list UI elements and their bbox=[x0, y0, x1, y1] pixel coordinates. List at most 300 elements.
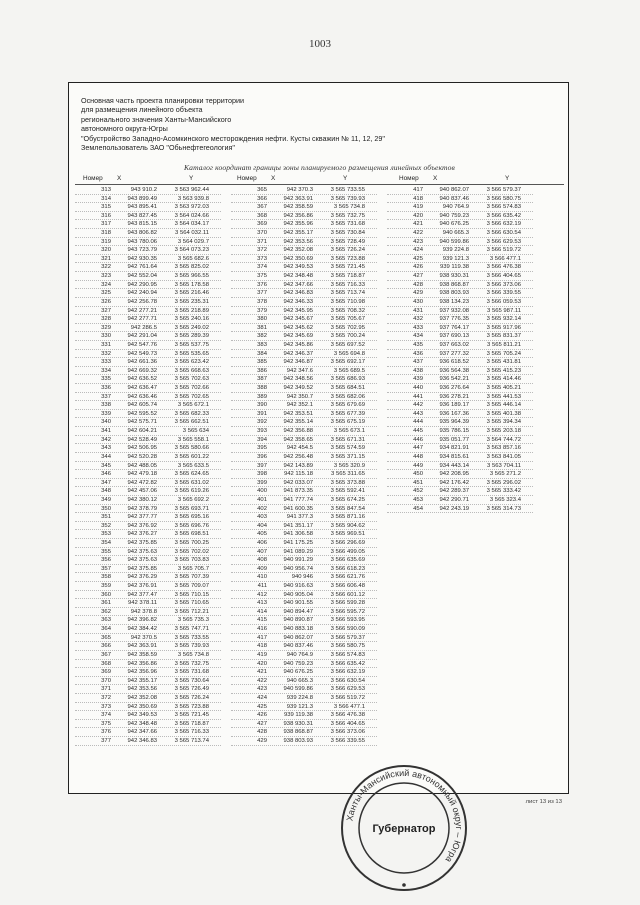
point-number: 390 bbox=[257, 402, 267, 409]
x-coordinate: 943 827.45 bbox=[127, 212, 157, 219]
x-coordinate: 942 457.06 bbox=[127, 488, 157, 495]
table-row bbox=[231, 195, 377, 204]
y-coordinate: 3 565 673.1 bbox=[333, 428, 365, 435]
table-row bbox=[75, 315, 221, 324]
table-row bbox=[75, 229, 221, 238]
row-divider bbox=[75, 745, 221, 746]
x-coordinate: 942 208.95 bbox=[439, 471, 469, 478]
y-coordinate: 3 565 689.5 bbox=[333, 367, 365, 374]
table-row bbox=[231, 315, 377, 324]
x-coordinate: 942 256.48 bbox=[283, 453, 313, 460]
point-number: 370 bbox=[257, 230, 267, 237]
point-number: 337 bbox=[101, 393, 111, 400]
x-coordinate: 943 780.06 bbox=[127, 238, 157, 245]
y-coordinate: 3 565 702.63 bbox=[174, 376, 209, 383]
y-coordinate: 3 565 696.76 bbox=[174, 522, 209, 529]
table-row bbox=[75, 393, 221, 402]
y-coordinate: 3 565 693.71 bbox=[174, 505, 209, 512]
y-coordinate: 3 565 733.55 bbox=[174, 634, 209, 641]
point-number: 356 bbox=[101, 557, 111, 564]
point-number: 448 bbox=[413, 453, 423, 460]
table-row bbox=[387, 427, 533, 436]
header-line: автономного округа-Югры bbox=[81, 124, 168, 134]
y-coordinate: 3 565 446.14 bbox=[486, 402, 521, 409]
column-header-group-3 bbox=[391, 175, 551, 184]
point-number: 366 bbox=[257, 195, 267, 202]
y-coordinate: 3 565 558.1 bbox=[177, 436, 209, 443]
x-coordinate: 936 542.21 bbox=[439, 376, 469, 383]
x-coordinate: 942 356.86 bbox=[127, 660, 157, 667]
table-row bbox=[231, 281, 377, 290]
point-number: 414 bbox=[257, 608, 267, 615]
point-number: 366 bbox=[101, 643, 111, 650]
table-row bbox=[75, 599, 221, 608]
x-coordinate: 942 355.96 bbox=[283, 221, 313, 228]
x-coordinate: 942 345.95 bbox=[283, 307, 313, 314]
y-coordinate: 3 565 178.58 bbox=[174, 281, 209, 288]
y-coordinate: 3 565 289.39 bbox=[174, 333, 209, 340]
point-number: 408 bbox=[257, 557, 267, 564]
y-coordinate: 3 565 702.65 bbox=[174, 393, 209, 400]
point-number: 383 bbox=[257, 341, 267, 348]
x-coordinate: 937 690.13 bbox=[439, 333, 469, 340]
table-row bbox=[387, 436, 533, 445]
table-row bbox=[231, 384, 377, 393]
y-coordinate: 3 565 592.41 bbox=[330, 488, 365, 495]
table-row bbox=[75, 367, 221, 376]
point-number: 439 bbox=[413, 376, 423, 383]
point-number: 430 bbox=[413, 298, 423, 305]
table-row bbox=[387, 410, 533, 419]
table-row bbox=[231, 737, 377, 746]
x-coordinate: 942 375.85 bbox=[127, 565, 157, 572]
y-coordinate: 3 565 739.93 bbox=[174, 643, 209, 650]
table-row bbox=[231, 668, 377, 677]
x-coordinate: 940 764.9 bbox=[442, 204, 469, 211]
y-coordinate: 3 565 671.31 bbox=[330, 436, 365, 443]
x-coordinate: 942 370.3 bbox=[286, 187, 313, 193]
table-row bbox=[387, 229, 533, 238]
point-number: 368 bbox=[257, 212, 267, 219]
y-coordinate: 3 566 630.54 bbox=[486, 230, 521, 237]
y-coordinate: 3 565 333.42 bbox=[486, 488, 521, 495]
x-coordinate: 935 051.77 bbox=[439, 436, 469, 443]
point-number: 447 bbox=[413, 445, 423, 452]
y-coordinate: 3 566 499.05 bbox=[330, 548, 365, 555]
table-row bbox=[231, 367, 377, 376]
y-coordinate: 3 565 705.7 bbox=[177, 565, 209, 572]
table-row bbox=[387, 470, 533, 479]
table-row bbox=[75, 281, 221, 290]
point-number: 380 bbox=[257, 316, 267, 323]
document-header bbox=[81, 96, 385, 152]
x-coordinate: 942 375.85 bbox=[127, 539, 157, 546]
point-number: 404 bbox=[257, 522, 267, 529]
point-number: 343 bbox=[101, 445, 111, 452]
point-number: 422 bbox=[413, 230, 423, 237]
x-coordinate: 935 964.39 bbox=[439, 419, 469, 426]
table-row bbox=[75, 513, 221, 522]
y-coordinate: 3 563 972.03 bbox=[174, 204, 209, 211]
y-coordinate: 3 565 871.16 bbox=[330, 514, 365, 521]
point-number: 423 bbox=[257, 686, 267, 693]
point-number: 396 bbox=[257, 453, 267, 460]
x-coordinate: 942 346.83 bbox=[283, 290, 313, 297]
x-coordinate: 941 873.35 bbox=[283, 488, 313, 495]
point-number: 427 bbox=[413, 273, 423, 280]
point-number: 345 bbox=[101, 462, 111, 469]
x-coordinate: 935 786.15 bbox=[439, 428, 469, 435]
table-row bbox=[231, 530, 377, 539]
point-number: 346 bbox=[101, 471, 111, 478]
x-coordinate: 942 930.35 bbox=[127, 255, 157, 262]
x-coordinate: 940 956.74 bbox=[283, 565, 313, 572]
x-coordinate: 942 479.18 bbox=[127, 471, 157, 478]
table-row bbox=[75, 324, 221, 333]
table-row bbox=[387, 263, 533, 272]
table-row bbox=[75, 694, 221, 703]
table-row bbox=[387, 444, 533, 453]
table-row bbox=[75, 195, 221, 204]
y-coordinate: 3 565 601.22 bbox=[174, 453, 209, 460]
x-coordinate: 940 599.86 bbox=[439, 238, 469, 245]
point-number: 402 bbox=[257, 505, 267, 512]
x-coordinate: 942 348.56 bbox=[283, 376, 313, 383]
x-coordinate: 942 520.28 bbox=[127, 453, 157, 460]
table-row bbox=[75, 375, 221, 384]
table-row bbox=[231, 246, 377, 255]
table-row bbox=[387, 453, 533, 462]
table-row bbox=[75, 668, 221, 677]
x-coordinate: 943 899.49 bbox=[127, 195, 157, 202]
y-coordinate: 3 565 716.33 bbox=[330, 281, 365, 288]
table-row bbox=[75, 289, 221, 298]
table-row bbox=[75, 608, 221, 617]
table-row bbox=[231, 660, 377, 669]
x-coordinate: 934 815.61 bbox=[439, 453, 469, 460]
column-header-group-1 bbox=[75, 175, 235, 184]
table-row bbox=[387, 255, 533, 264]
table-row bbox=[387, 479, 533, 488]
point-number: 331 bbox=[101, 341, 111, 348]
y-coordinate: 3 565 218.89 bbox=[174, 307, 209, 314]
table-row bbox=[387, 487, 533, 496]
y-coordinate: 3 566 629.53 bbox=[486, 238, 521, 245]
table-row bbox=[75, 556, 221, 565]
table-row bbox=[75, 660, 221, 669]
y-coordinate: 3 566 599.28 bbox=[330, 600, 365, 607]
x-coordinate: 942 595.52 bbox=[127, 410, 157, 417]
table-row bbox=[387, 186, 533, 195]
table-row bbox=[75, 711, 221, 720]
point-number: 373 bbox=[101, 703, 111, 710]
table-row bbox=[231, 608, 377, 617]
point-number: 369 bbox=[257, 221, 267, 228]
table-row bbox=[75, 642, 221, 651]
governor-stamp bbox=[338, 762, 470, 894]
table-row bbox=[387, 289, 533, 298]
x-coordinate: 942 669.32 bbox=[127, 367, 157, 374]
x-coordinate: 940 862.07 bbox=[439, 187, 469, 193]
table-row bbox=[75, 703, 221, 712]
table-row bbox=[387, 238, 533, 247]
y-coordinate: 3 565 692.17 bbox=[330, 359, 365, 366]
x-coordinate: 940 759.23 bbox=[283, 660, 313, 667]
point-number: 342 bbox=[101, 436, 111, 443]
x-coordinate: 942 353.51 bbox=[283, 410, 313, 417]
point-number: 374 bbox=[101, 712, 111, 719]
x-coordinate: 934 821.91 bbox=[439, 445, 469, 452]
y-coordinate: 3 565 739.93 bbox=[330, 195, 365, 202]
y-coordinate: 3 566 574.83 bbox=[330, 651, 365, 658]
x-coordinate: 941 175.25 bbox=[283, 539, 313, 546]
column-header-y: Y bbox=[343, 175, 348, 182]
y-coordinate: 3 566 477.1 bbox=[333, 703, 365, 710]
x-coordinate: 942 290.95 bbox=[127, 281, 157, 288]
point-number: 397 bbox=[257, 462, 267, 469]
table-row bbox=[231, 522, 377, 531]
table-row bbox=[75, 530, 221, 539]
y-coordinate: 3 565 677.39 bbox=[330, 410, 365, 417]
point-number: 364 bbox=[101, 626, 111, 633]
y-coordinate: 3 565 710.15 bbox=[174, 591, 209, 598]
y-coordinate: 3 565 731.68 bbox=[330, 221, 365, 228]
table-row bbox=[231, 186, 377, 195]
y-coordinate: 3 565 847.54 bbox=[330, 505, 365, 512]
y-coordinate: 3 565 441.53 bbox=[486, 393, 521, 400]
x-coordinate: 942 176.42 bbox=[439, 479, 469, 486]
table-row bbox=[75, 220, 221, 229]
point-number: 352 bbox=[101, 522, 111, 529]
point-number: 435 bbox=[413, 341, 423, 348]
x-coordinate: 938 803.93 bbox=[283, 738, 313, 744]
table-row bbox=[231, 728, 377, 737]
x-coordinate: 937 277.32 bbox=[439, 350, 469, 357]
x-coordinate: 942 380.12 bbox=[127, 496, 157, 503]
table-row bbox=[231, 513, 377, 522]
y-coordinate: 3 565 732.75 bbox=[174, 660, 209, 667]
y-coordinate: 3 565 405.21 bbox=[486, 385, 521, 392]
table-row bbox=[387, 496, 533, 505]
table-row bbox=[75, 453, 221, 462]
y-coordinate: 3 565 580.66 bbox=[174, 445, 209, 452]
coordinate-table-2 bbox=[231, 186, 377, 746]
y-coordinate: 3 565 713.74 bbox=[174, 738, 209, 744]
point-number: 372 bbox=[257, 247, 267, 254]
point-number: 369 bbox=[101, 669, 111, 676]
point-number: 359 bbox=[101, 583, 111, 590]
point-number: 368 bbox=[101, 660, 111, 667]
x-coordinate: 942 761.64 bbox=[127, 264, 157, 271]
table-row bbox=[75, 186, 221, 195]
x-coordinate: 942 243.19 bbox=[439, 505, 469, 512]
y-coordinate: 3 564 034.17 bbox=[174, 221, 209, 228]
x-coordinate: 936 167.36 bbox=[439, 410, 469, 417]
x-coordinate: 942 377.47 bbox=[127, 591, 157, 598]
point-number: 373 bbox=[257, 255, 267, 262]
point-number: 327 bbox=[101, 307, 111, 314]
point-number: 377 bbox=[257, 290, 267, 297]
x-coordinate: 942 358.65 bbox=[283, 436, 313, 443]
point-number: 434 bbox=[413, 333, 423, 340]
table-row bbox=[231, 289, 377, 298]
x-coordinate: 942 352.1 bbox=[286, 402, 313, 409]
y-coordinate: 3 565 734.8 bbox=[177, 651, 209, 658]
x-coordinate: 943 895.41 bbox=[127, 204, 157, 211]
table-row bbox=[231, 220, 377, 229]
table-row bbox=[75, 436, 221, 445]
table-row bbox=[231, 479, 377, 488]
x-coordinate: 942 506.95 bbox=[127, 445, 157, 452]
table-row bbox=[75, 591, 221, 600]
column-header-y: Y bbox=[505, 175, 510, 182]
point-number: 450 bbox=[413, 471, 423, 478]
table-row bbox=[387, 324, 533, 333]
x-coordinate: 942 377.77 bbox=[127, 514, 157, 521]
y-coordinate: 3 566 476.38 bbox=[330, 712, 365, 719]
table-row bbox=[75, 737, 221, 746]
x-coordinate: 943 723.79 bbox=[127, 247, 157, 254]
point-number: 418 bbox=[257, 643, 267, 650]
table-row bbox=[75, 625, 221, 634]
y-coordinate: 3 565 633.5 bbox=[177, 462, 209, 469]
table-row bbox=[75, 410, 221, 419]
x-coordinate: 937 764.17 bbox=[439, 324, 469, 331]
table-row bbox=[75, 522, 221, 531]
point-number: 349 bbox=[101, 496, 111, 503]
x-coordinate: 942 575.71 bbox=[127, 419, 157, 426]
table-row bbox=[231, 573, 377, 582]
point-number: 418 bbox=[413, 195, 423, 202]
table-row bbox=[387, 212, 533, 221]
y-coordinate: 3 565 415.23 bbox=[486, 367, 521, 374]
point-number: 357 bbox=[101, 565, 111, 572]
y-coordinate: 3 565 747.71 bbox=[174, 626, 209, 633]
point-number: 314 bbox=[101, 195, 111, 202]
point-number: 322 bbox=[101, 264, 111, 271]
table-row bbox=[231, 203, 377, 212]
y-coordinate: 3 565 710.98 bbox=[330, 298, 365, 305]
y-coordinate: 3 565 686.93 bbox=[330, 376, 365, 383]
x-coordinate: 938 930.31 bbox=[439, 273, 469, 280]
table-row bbox=[387, 401, 533, 410]
x-coordinate: 938 134.23 bbox=[439, 298, 469, 305]
table-row bbox=[75, 418, 221, 427]
x-coordinate: 942 605.74 bbox=[127, 402, 157, 409]
x-coordinate: 936 278.21 bbox=[439, 393, 469, 400]
point-number: 394 bbox=[257, 436, 267, 443]
x-coordinate: 940 837.46 bbox=[283, 643, 313, 650]
y-coordinate: 3 565 917.96 bbox=[486, 324, 521, 331]
y-coordinate: 3 565 401.38 bbox=[486, 410, 521, 417]
table-row bbox=[231, 427, 377, 436]
y-coordinate: 3 565 726.24 bbox=[174, 694, 209, 701]
y-coordinate: 3 565 537.75 bbox=[174, 341, 209, 348]
point-number: 332 bbox=[101, 350, 111, 357]
x-coordinate: 942 240.94 bbox=[127, 290, 157, 297]
y-coordinate: 3 566 635.42 bbox=[486, 212, 521, 219]
y-coordinate: 3 566 373.06 bbox=[330, 729, 365, 736]
column-header-x: X bbox=[433, 175, 438, 182]
point-number: 338 bbox=[101, 402, 111, 409]
point-number: 326 bbox=[101, 298, 111, 305]
point-number: 392 bbox=[257, 419, 267, 426]
point-number: 371 bbox=[257, 238, 267, 245]
table-row bbox=[387, 462, 533, 471]
y-coordinate: 3 565 414.46 bbox=[486, 376, 521, 383]
x-coordinate: 942 355.17 bbox=[283, 230, 313, 237]
y-coordinate: 3 565 705.24 bbox=[486, 350, 521, 357]
point-number: 339 bbox=[101, 410, 111, 417]
x-coordinate: 937 932.08 bbox=[439, 307, 469, 314]
x-coordinate: 939 119.38 bbox=[439, 264, 469, 271]
x-coordinate: 942 375.63 bbox=[127, 548, 157, 555]
y-coordinate: 3 565 718.87 bbox=[330, 273, 365, 280]
y-coordinate: 3 565 668.63 bbox=[174, 367, 209, 374]
y-coordinate: 3 566 519.72 bbox=[330, 694, 365, 701]
x-coordinate: 940 862.07 bbox=[283, 634, 313, 641]
point-number: 388 bbox=[257, 385, 267, 392]
x-coordinate: 940 890.87 bbox=[283, 617, 313, 624]
table-row bbox=[231, 539, 377, 548]
y-coordinate: 3 565 698.51 bbox=[174, 531, 209, 538]
y-coordinate: 3 565 716.33 bbox=[174, 729, 209, 736]
point-number: 360 bbox=[101, 591, 111, 598]
table-row bbox=[387, 384, 533, 393]
x-coordinate: 942 277.71 bbox=[127, 316, 157, 323]
table-row bbox=[75, 350, 221, 359]
x-coordinate: 940 764.9 bbox=[286, 651, 313, 658]
x-coordinate: 941 089.29 bbox=[283, 548, 313, 555]
table-row bbox=[387, 332, 533, 341]
table-row bbox=[231, 418, 377, 427]
x-coordinate: 942 347.66 bbox=[127, 729, 157, 736]
y-coordinate: 3 566 404.65 bbox=[330, 720, 365, 727]
point-number: 324 bbox=[101, 281, 111, 288]
point-number: 395 bbox=[257, 445, 267, 452]
column-header-y: Y bbox=[189, 175, 194, 182]
table-row bbox=[75, 263, 221, 272]
point-number: 417 bbox=[413, 187, 423, 193]
x-coordinate: 936 189.17 bbox=[439, 402, 469, 409]
table-row bbox=[231, 238, 377, 247]
point-number: 432 bbox=[413, 316, 423, 323]
table-row bbox=[231, 505, 377, 514]
table-row bbox=[75, 634, 221, 643]
table-row bbox=[231, 548, 377, 557]
x-coordinate: 942 363.91 bbox=[127, 643, 157, 650]
table-row bbox=[231, 341, 377, 350]
y-coordinate: 3 565 987.11 bbox=[487, 307, 521, 314]
x-coordinate: 942 353.56 bbox=[283, 238, 313, 245]
y-coordinate: 3 565 675.19 bbox=[330, 419, 365, 426]
y-coordinate: 3 565 726.24 bbox=[330, 247, 365, 254]
table-row bbox=[75, 444, 221, 453]
table-row bbox=[387, 375, 533, 384]
x-coordinate: 942 454.5 bbox=[286, 445, 313, 452]
table-row bbox=[75, 203, 221, 212]
column-header-x: X bbox=[117, 175, 122, 182]
column-header-number: Номер bbox=[83, 175, 103, 182]
y-coordinate: 3 566 632.19 bbox=[330, 669, 365, 676]
y-coordinate: 3 565 734.8 bbox=[333, 204, 365, 211]
x-coordinate: 942 348.48 bbox=[127, 720, 157, 727]
y-coordinate: 3 565 708.32 bbox=[330, 307, 365, 314]
point-number: 328 bbox=[101, 316, 111, 323]
y-coordinate: 3 566 590.09 bbox=[330, 626, 365, 633]
table-row bbox=[387, 418, 533, 427]
y-coordinate: 3 565 718.87 bbox=[174, 720, 209, 727]
